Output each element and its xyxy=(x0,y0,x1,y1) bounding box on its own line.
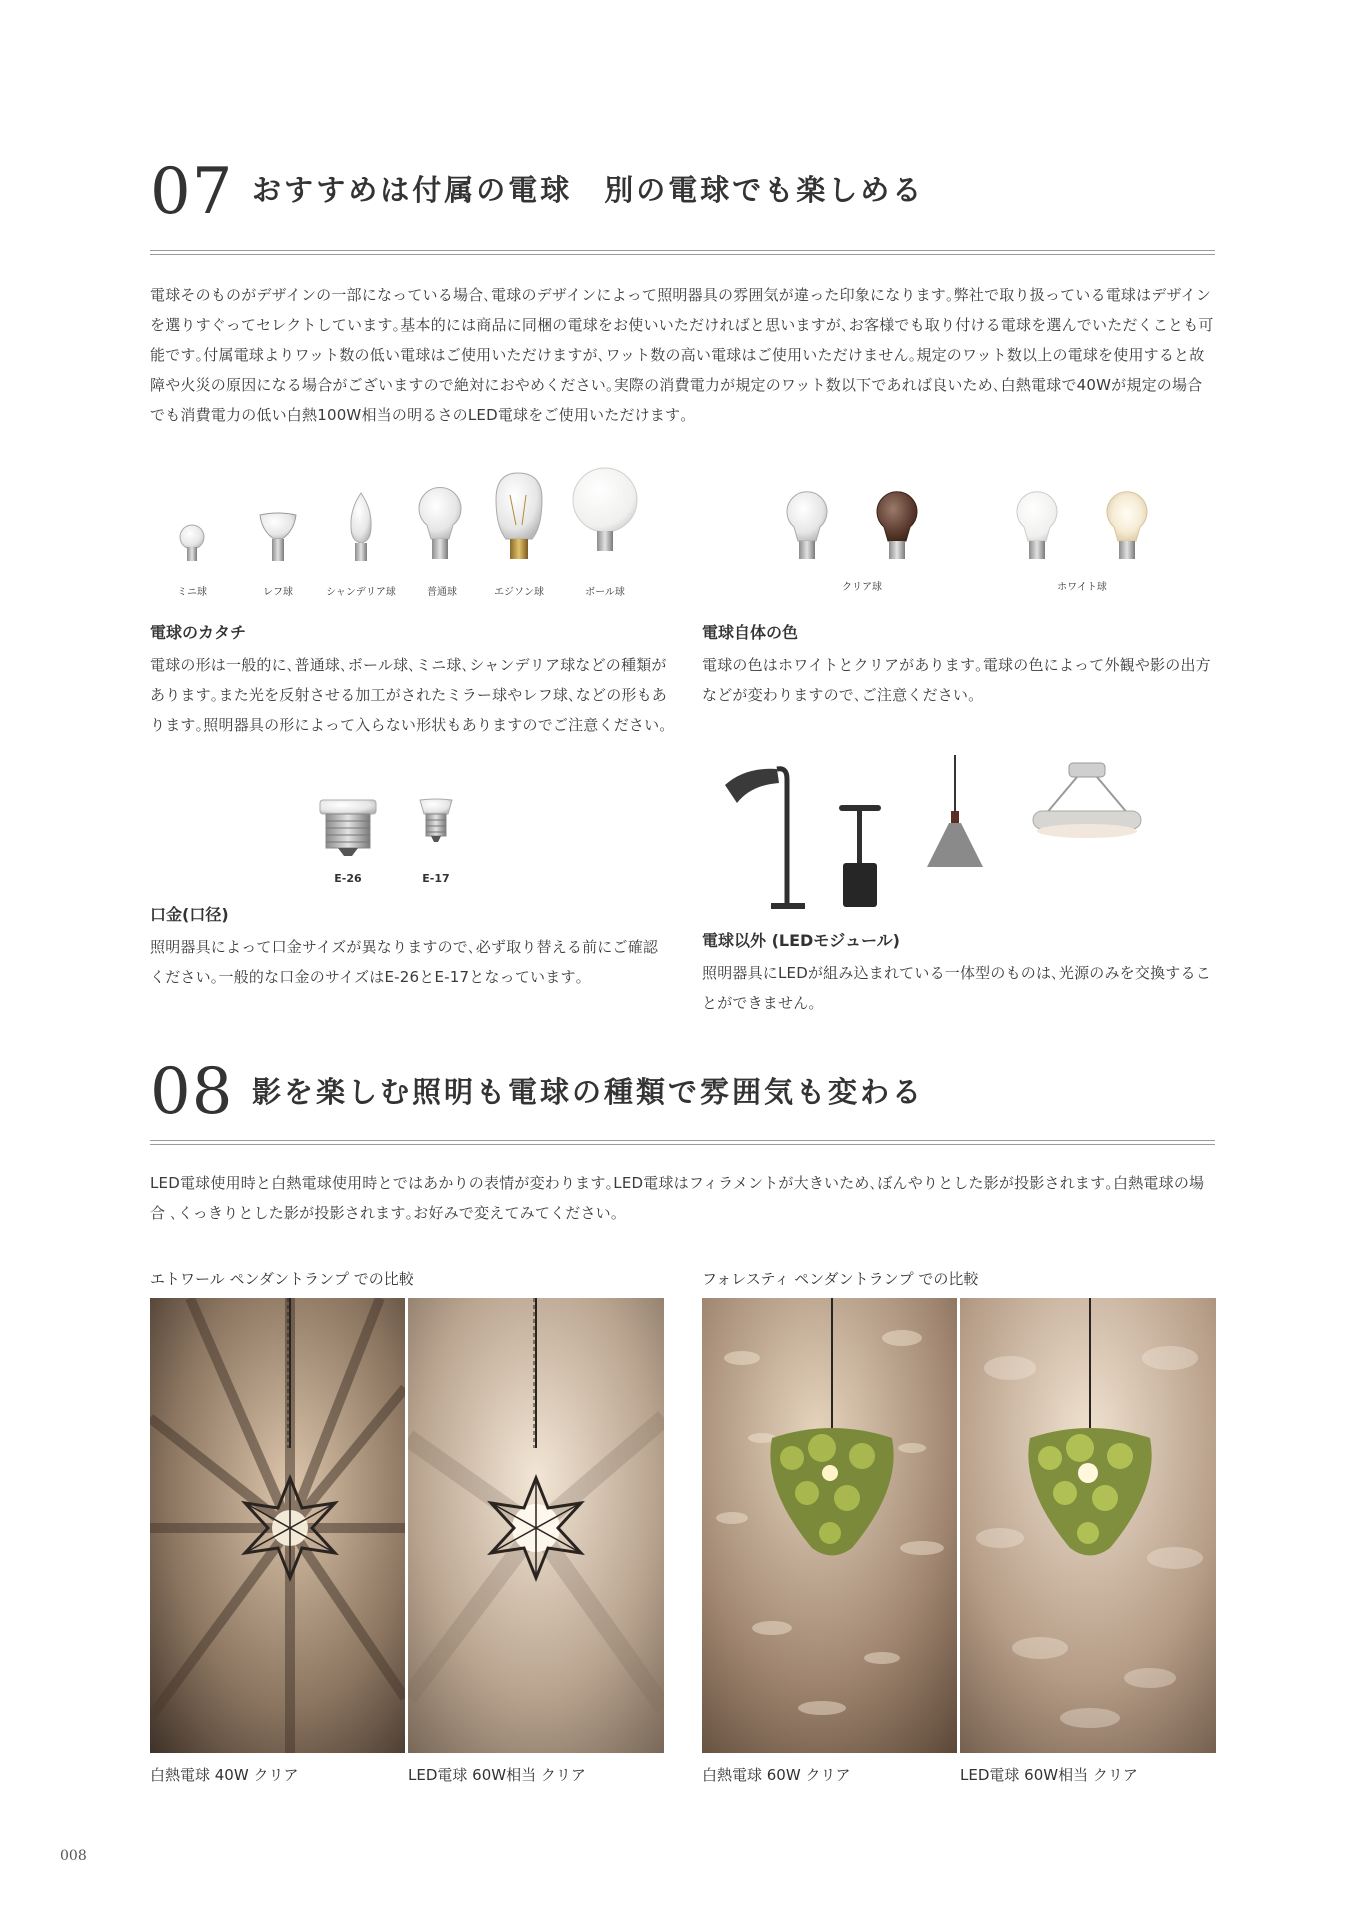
bulb-label-ball: ボール球 xyxy=(585,587,625,598)
chandelier-bulb-icon xyxy=(351,493,371,561)
comparison-title-etoile: エトワール ペンダントランプ での比較 xyxy=(150,1270,414,1288)
photo-caption-foresty-incandescent: 白熱電球 60W クリア xyxy=(702,1766,851,1784)
section-07-divider xyxy=(150,250,1215,255)
warm-bulb-icon xyxy=(1107,492,1147,559)
photo-caption-etoile-led: LED電球 60W相当 クリア xyxy=(408,1766,586,1784)
white-bulb-icon xyxy=(1017,492,1057,559)
bulb-shapes-body: 電球の形は一般的に､普通球､ボール球､ミニ球､シャンデリア球などの種類があります｡また光を反射させる加工がされたミラー球やレフ球､などの形もあります｡照明器具の形によって入らない形状もありますのでご注意ください｡ xyxy=(150,656,668,734)
bulb-shapes-figure xyxy=(150,455,670,605)
section-07-intro: 電球そのものがデザインの一部になっている場合､電球のデザインによって照明器具の雰囲気が違った印象になります｡弊社で取り扱っている電球はデザインを選りすぐってセレクトしています｡基本的には商品に同梱の電球をお使いいただければと思いますが､お客様でも取り付ける電球を選んでいただくことも可能です｡付属電球よりワット数の低い電球はご使用いただけますが､ワット数の高い電球はご使用いただけません｡規定のワット数以上の電球を使用すると故障や火災の原因になる場合がございますので絶対におやめください｡実際の消費電力が規定のワット数以下であれば良いため､白熱電球で40Wが規定の場合でも消費電力の低い白熱100W相当の明るさのLED電球をご使用いただけます｡ xyxy=(150,286,1214,424)
photo-foresty-led xyxy=(960,1298,1216,1753)
bulb-bases-illustration xyxy=(310,790,480,890)
standard-bulb-icon xyxy=(419,488,463,559)
edison-bulb-icon xyxy=(496,473,542,559)
led-module-heading: 電球以外 (LEDモジュール) xyxy=(702,931,900,950)
led-fixtures-illustration xyxy=(715,755,1185,915)
bulb-colors-body: 電球の色はホワイトとクリアがあります｡電球の色によって外観や影の出方などが変わりますので､ご注意ください｡ xyxy=(702,656,1211,704)
bulb-label-mini: ミニ球 xyxy=(177,587,207,598)
reflector-bulb-icon xyxy=(260,513,296,561)
ceiling-light-icon xyxy=(1033,763,1141,838)
comparison-title-foresty: フォレスティ ペンダントランプ での比較 xyxy=(702,1270,979,1288)
bulb-label-standard: 普通球 xyxy=(427,587,457,598)
desk-lamp-icon xyxy=(725,769,805,909)
section-08-intro: LED電球使用時と白熱電球使用時とではあかりの表情が変わります｡LED電球はフィラメントが大きいため､ぼんやりとした影が投影されます｡白熱電球の場合 ､くっきりとした影が投影されます｡お好みで変えてみてください｡ xyxy=(150,1174,1205,1222)
bulb-colors-heading: 電球自体の色 xyxy=(702,623,799,642)
section-07-number: 07 xyxy=(150,155,234,229)
bulb-label-reflector: レフ球 xyxy=(263,587,293,598)
photo-caption-etoile-incandescent: 白熱電球 40W クリア xyxy=(150,1766,299,1784)
mini-bulb-icon xyxy=(180,525,204,561)
bulb-shapes-heading: 電球のカタチ xyxy=(150,623,247,642)
bulb-shapes-illustration xyxy=(150,455,670,605)
base-label-e17: E-17 xyxy=(422,872,450,885)
section-07-title: おすすめは付属の電球 別の電球でも楽しめる xyxy=(252,173,925,207)
section-08-divider xyxy=(150,1140,1215,1145)
bulb-bases-heading: 口金(口径) xyxy=(150,905,229,924)
table-lamp-icon xyxy=(839,805,881,907)
section-08-number: 08 xyxy=(150,1055,234,1129)
bulb-label-chandelier: シャンデリア球 xyxy=(326,587,396,598)
photo-etoile-led xyxy=(408,1298,664,1753)
pendant-cone-icon xyxy=(927,755,983,867)
photo-etoile-incandescent xyxy=(150,1298,405,1753)
photo-caption-foresty-led: LED電球 60W相当 クリア xyxy=(960,1766,1138,1784)
bulb-colors-figure xyxy=(760,475,1160,605)
section-08-title: 影を楽しむ照明も電球の種類で雰囲気も変わる xyxy=(252,1075,925,1109)
led-fixtures-figure xyxy=(715,755,1185,915)
bulb-label-clear: クリア球 xyxy=(842,582,882,593)
clear-bulb-icon xyxy=(787,492,827,559)
led-module-body: 照明器具にLEDが組み込まれている一体型のものは､光源のみを交換することができません｡ xyxy=(702,964,1211,1012)
bulb-bases-figure xyxy=(310,790,480,890)
e17-base-icon xyxy=(420,799,452,842)
photo-foresty-incandescent xyxy=(702,1298,957,1753)
e26-base-icon xyxy=(320,800,376,856)
page-number: 008 xyxy=(60,1848,87,1864)
base-label-e26: E-26 xyxy=(334,872,362,885)
bulb-label-white: ホワイト球 xyxy=(1057,582,1107,593)
ball-bulb-icon xyxy=(573,468,637,551)
amber-bulb-icon xyxy=(877,492,917,559)
bulb-label-edison: エジソン球 xyxy=(494,587,544,598)
bulb-colors-illustration xyxy=(760,475,1160,605)
bulb-bases-body: 照明器具によって口金サイズが異なりますので､必ず取り替える前にご確認ください｡一般的な口金のサイズはE-26とE-17となっています｡ xyxy=(150,938,659,986)
